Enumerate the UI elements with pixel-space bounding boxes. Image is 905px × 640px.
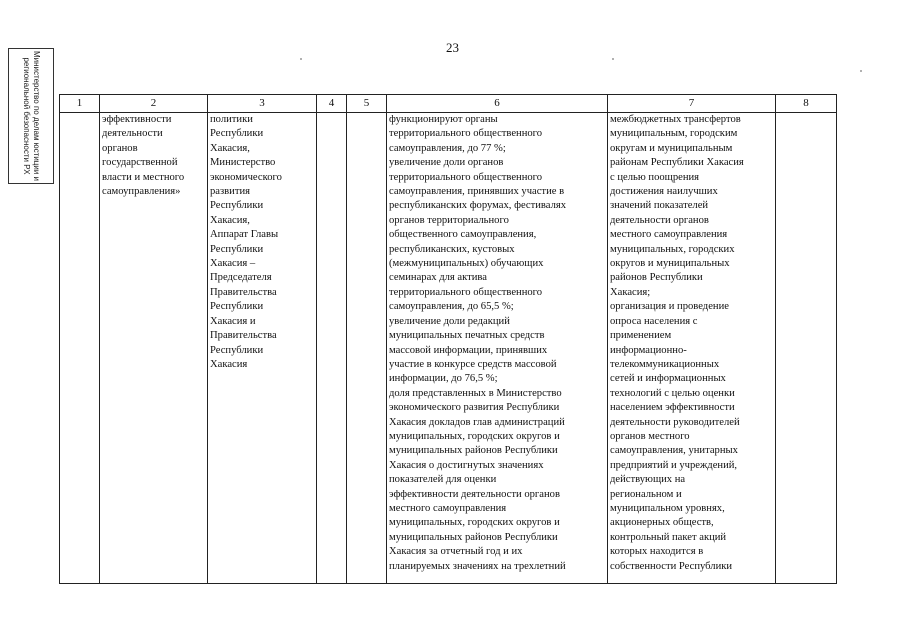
- column-header: 7: [608, 95, 776, 113]
- table-header-row: [60, 95, 837, 113]
- table-cell: [347, 113, 387, 584]
- table-cell: [208, 113, 317, 584]
- column-header: 8: [776, 95, 837, 113]
- table-cell: [60, 113, 100, 584]
- registration-stamp: [8, 48, 54, 184]
- stamp-text: Министерство по делам юстиции и региональной безопасности РХ: [22, 50, 41, 182]
- column-header: 5: [347, 95, 387, 113]
- scan-speck: [612, 58, 614, 60]
- column-header: 4: [317, 95, 347, 113]
- table-row: [60, 113, 837, 584]
- table-cell: [100, 113, 208, 584]
- column-header: 1: [60, 95, 100, 113]
- table-cell: [776, 113, 837, 584]
- column-header: 6: [387, 95, 608, 113]
- column-header: 2: [100, 95, 208, 113]
- table-cell: [387, 113, 608, 584]
- cell-text: функционируют органы территориального общественного самоуправления, до 77 %; увеличение доли органов территориального общественного самоуправления, принявших участие в республиканских форумах, фестивалях органов территориального общественного самоуправления, республиканских, кустовых (межмуниципальных) обучающих семинарах для актива территориального общественного самоуправления, до 65,5 %; увеличение доли редакций муниципальных печатных средств массовой информации, принявших участие в конкурсе средств массовой информации, до 76,5 %; доля представленных в Министерство экономического развития Республики Хакасия докладов глав администраций муниципальных, городских округов и муниципальных районов Республики Хакасия о достигнутых значениях показателей для оценки эффективности деятельности органов местного самоуправления муниципальных, городских округов и муниципальных районов Республики Хакасия за отчетный год и их планируемых значениях на трехлетний: [389, 114, 567, 572]
- cell-text: политики Республики Хакасия, Министерство экономического развития Республики Хакасия, Аппарат Главы Республики Хакасия – Председателя Правительства Республики Хакасия и Правительства Республики Хакасия: [210, 114, 282, 370]
- table-cell: [608, 113, 776, 584]
- page-number: 23: [446, 40, 459, 55]
- cell-text: межбюджетных трансфертов муниципальным, городским округам и муниципальным районам Республики Хакасия с целью поощрения достижения наилучших значений показателей деятельности органов местного самоуправления муниципальных, городских округов и муниципальных районов Республики Хакасия; организация и проведение опроса населения с применением информационно- телекоммуникационных сетей и информационных технологий с целью оценки населением эффективности деятельности руководителей органов местного самоуправления, унитарных предприятий и учреждений, действующих на региональном и муниципальном уровнях, акционерных обществ, контрольный пакет акций которых находится в собственности Республики: [610, 114, 744, 572]
- scan-speck: [300, 58, 302, 60]
- column-header: 3: [208, 95, 317, 113]
- document-table: [59, 94, 837, 584]
- cell-text: эффективности деятельности органов государственной власти и местного самоуправления»: [102, 114, 185, 198]
- scan-speck: [860, 70, 862, 72]
- table-cell: [317, 113, 347, 584]
